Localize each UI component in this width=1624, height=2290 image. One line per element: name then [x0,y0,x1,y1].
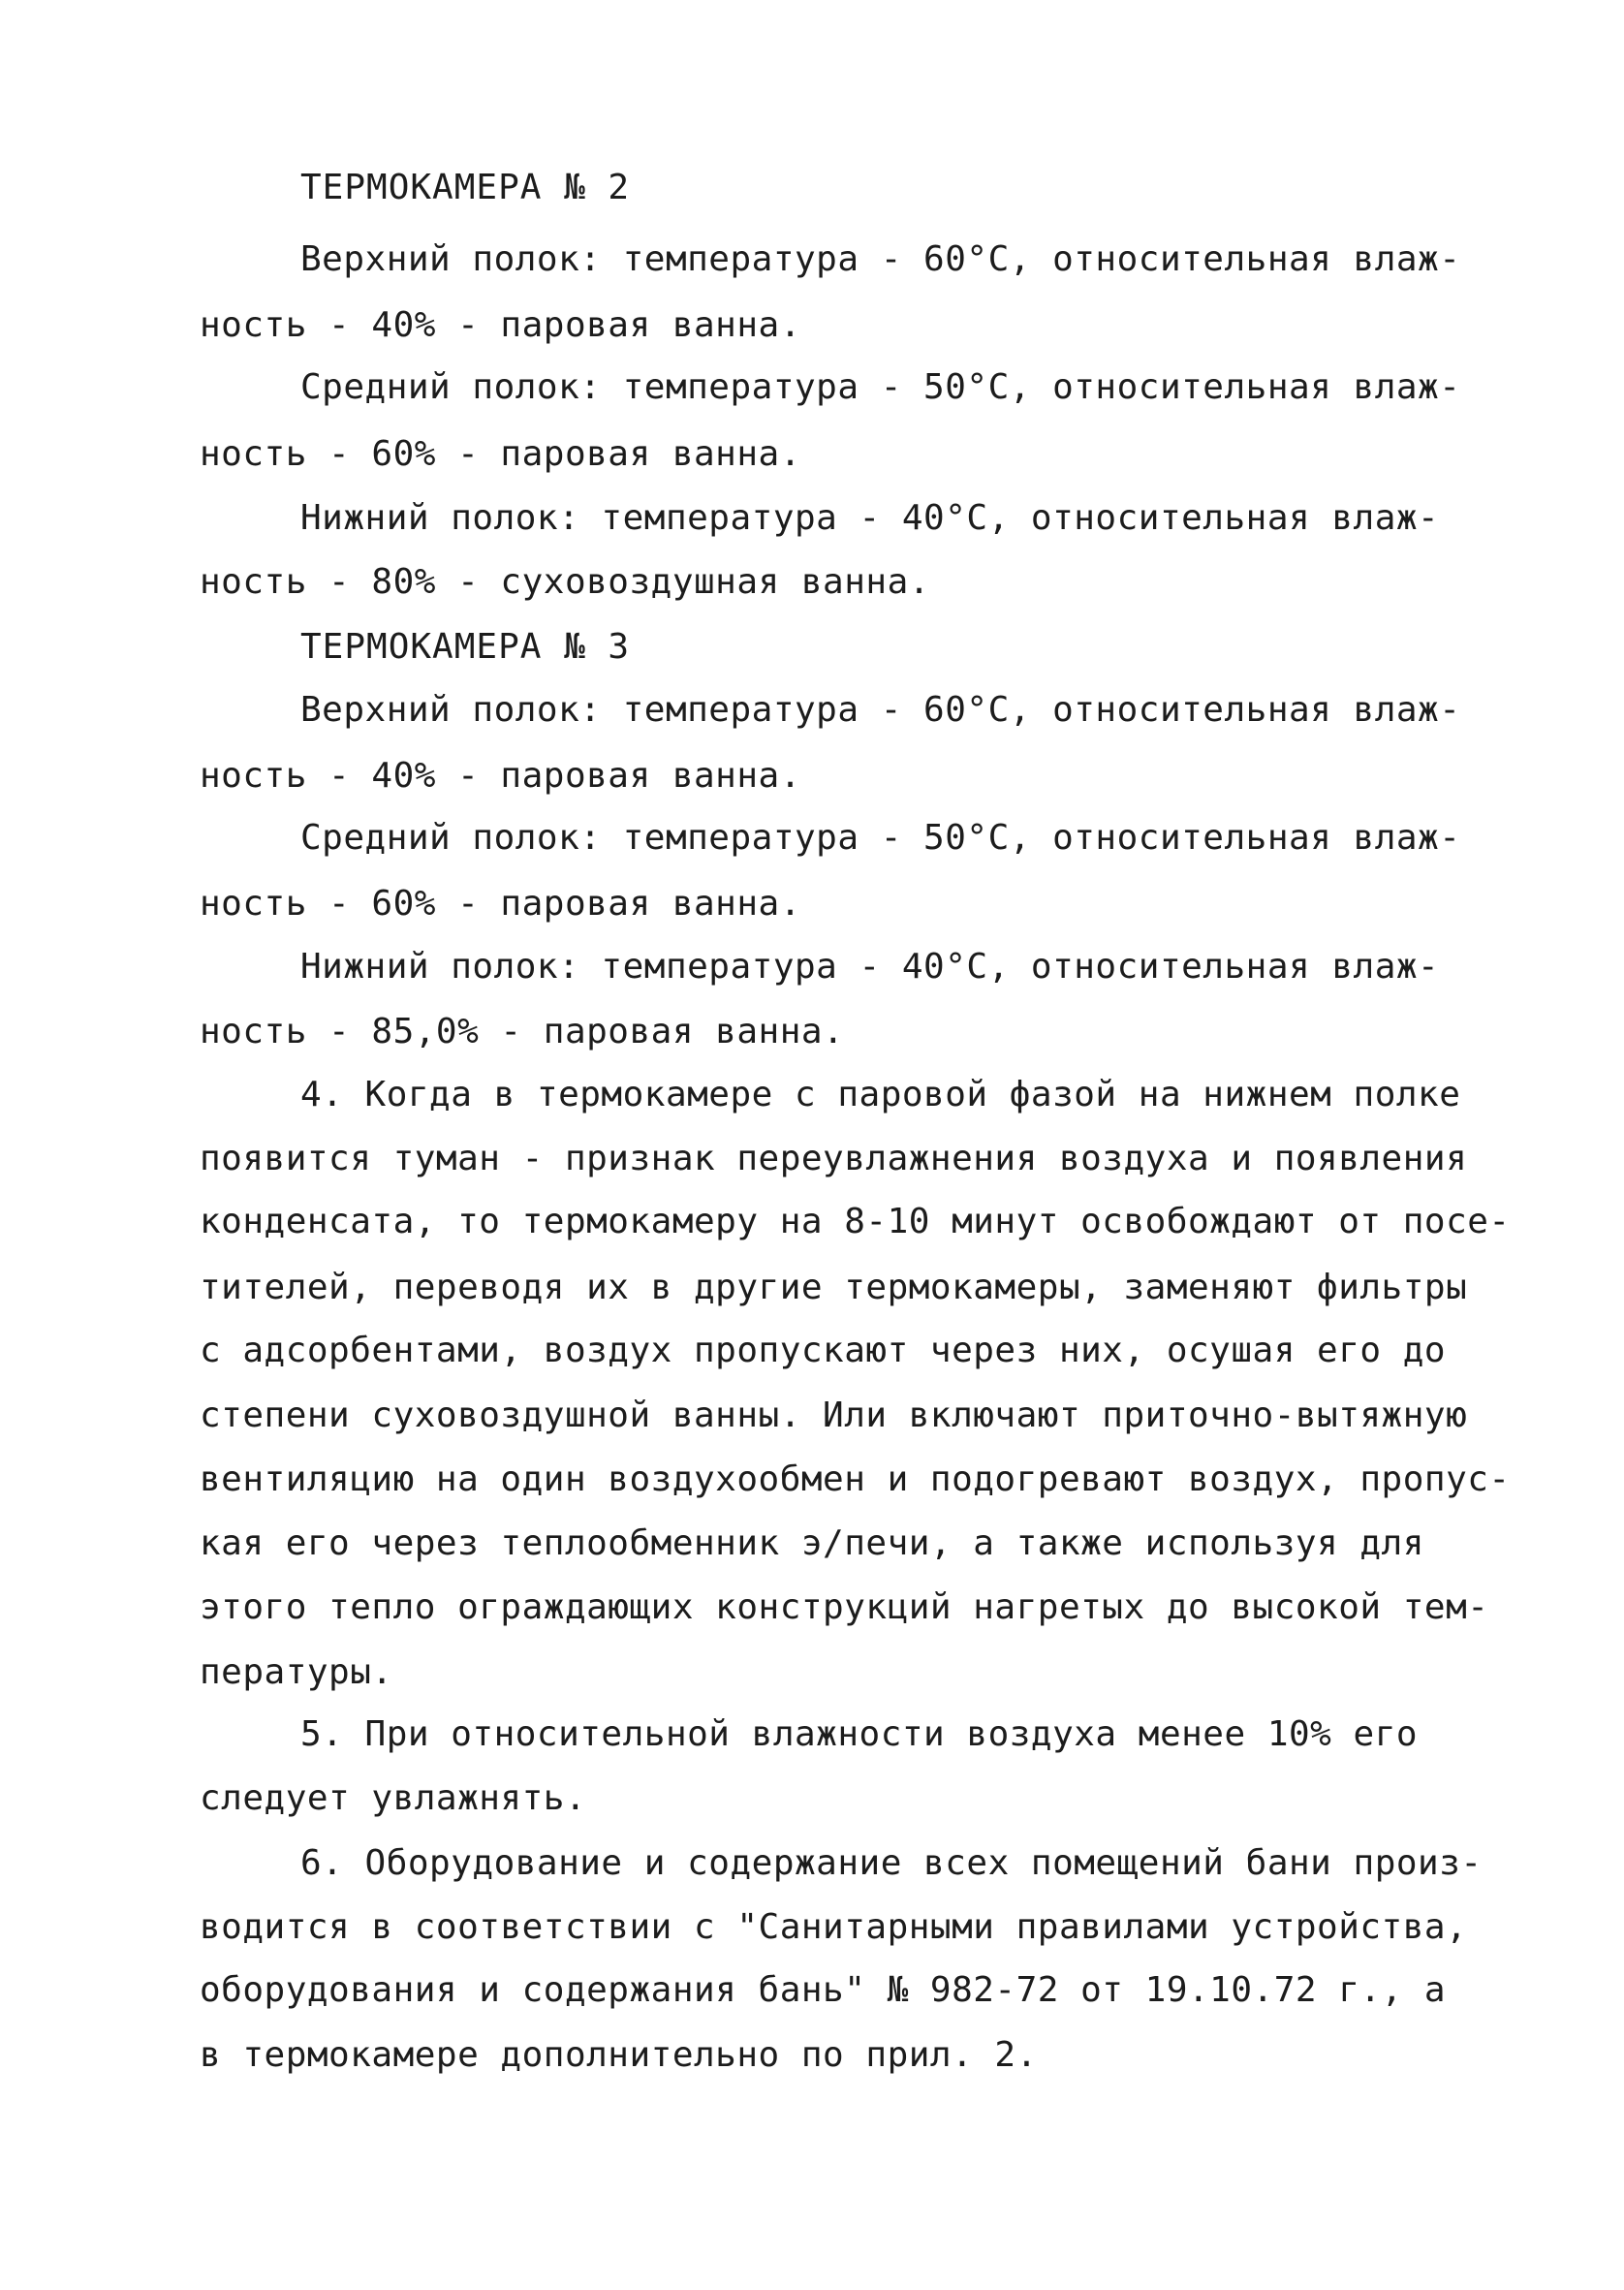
paragraph-4-line: пературы. [200,1652,393,1692]
heading-thermochamber-3: ТЕРМОКАМЕРА № 3 [300,627,631,667]
text-line: ность - 85,0% - паровая ванна. [200,1012,845,1051]
paragraph-4-line: кая его через теплообменник э/печи, а также используя для [200,1523,1424,1563]
text-line: ность - 40% - паровая ванна. [200,756,801,796]
paragraph-6-line: 6. Оборудование и содержание всех помещений бани произ- [300,1843,1483,1883]
paragraph-4-line: с адсорбентами, воздух пропускают через них, осушая его до [200,1331,1447,1370]
heading-thermochamber-2: ТЕРМОКАМЕРА № 2 [300,168,631,207]
text-line: Верхний полок: температура - 60°С, относительная влаж- [300,239,1461,279]
paragraph-6-line: в термокамере дополнительно по прил. 2. [200,2035,1038,2075]
text-line: ность - 80% - суховоздушная ванна. [200,562,930,602]
paragraph-6-line: водится в соответствии с "Санитарными правилами устройства, [200,1907,1468,1947]
paragraph-4-line: появится туман - признак переувлажнения воздуха и появления [200,1139,1468,1178]
text-line: Нижний полок: температура - 40°С, относительная влаж- [300,498,1440,538]
paragraph-4-line: конденсата, то термокамеру на 8-10 минут освобождают от посе- [200,1202,1511,1241]
paragraph-5-line: следует увлажнять. [200,1778,587,1818]
text-line: ность - 40% - паровая ванна. [200,305,801,345]
text-line: Нижний полок: температура - 40°С, относительная влаж- [300,947,1440,987]
paragraph-4-line: тителей, переводя их в другие термокамеры, заменяют фильтры [200,1268,1468,1307]
text-line: Средний полок: температура - 50°С, относительная влаж- [300,818,1461,858]
text-line: ность - 60% - паровая ванна. [200,884,801,924]
paragraph-5-line: 5. При относительной влажности воздуха менее 10% его [300,1714,1419,1754]
paragraph-4-line: степени суховоздушной ванны. Или включают приточно-вытяжную [200,1396,1468,1435]
text-line: ность - 60% - паровая ванна. [200,434,801,474]
paragraph-4-line: этого тепло ограждающих конструкций нагретых до высокой тем- [200,1587,1489,1627]
paragraph-4-line: 4. Когда в термокамере с паровой фазой на нижнем полке [300,1075,1461,1114]
paragraph-6-line: оборудования и содержания бань" № 982-72 от 19.10.72 г., а [200,1970,1447,2010]
text-line: Средний полок: температура - 50°С, относительная влаж- [300,367,1461,407]
paragraph-4-line: вентиляцию на один воздухообмен и подогревают воздух, пропус- [200,1459,1511,1499]
text-line: Верхний полок: температура - 60°С, относительная влаж- [300,690,1461,730]
